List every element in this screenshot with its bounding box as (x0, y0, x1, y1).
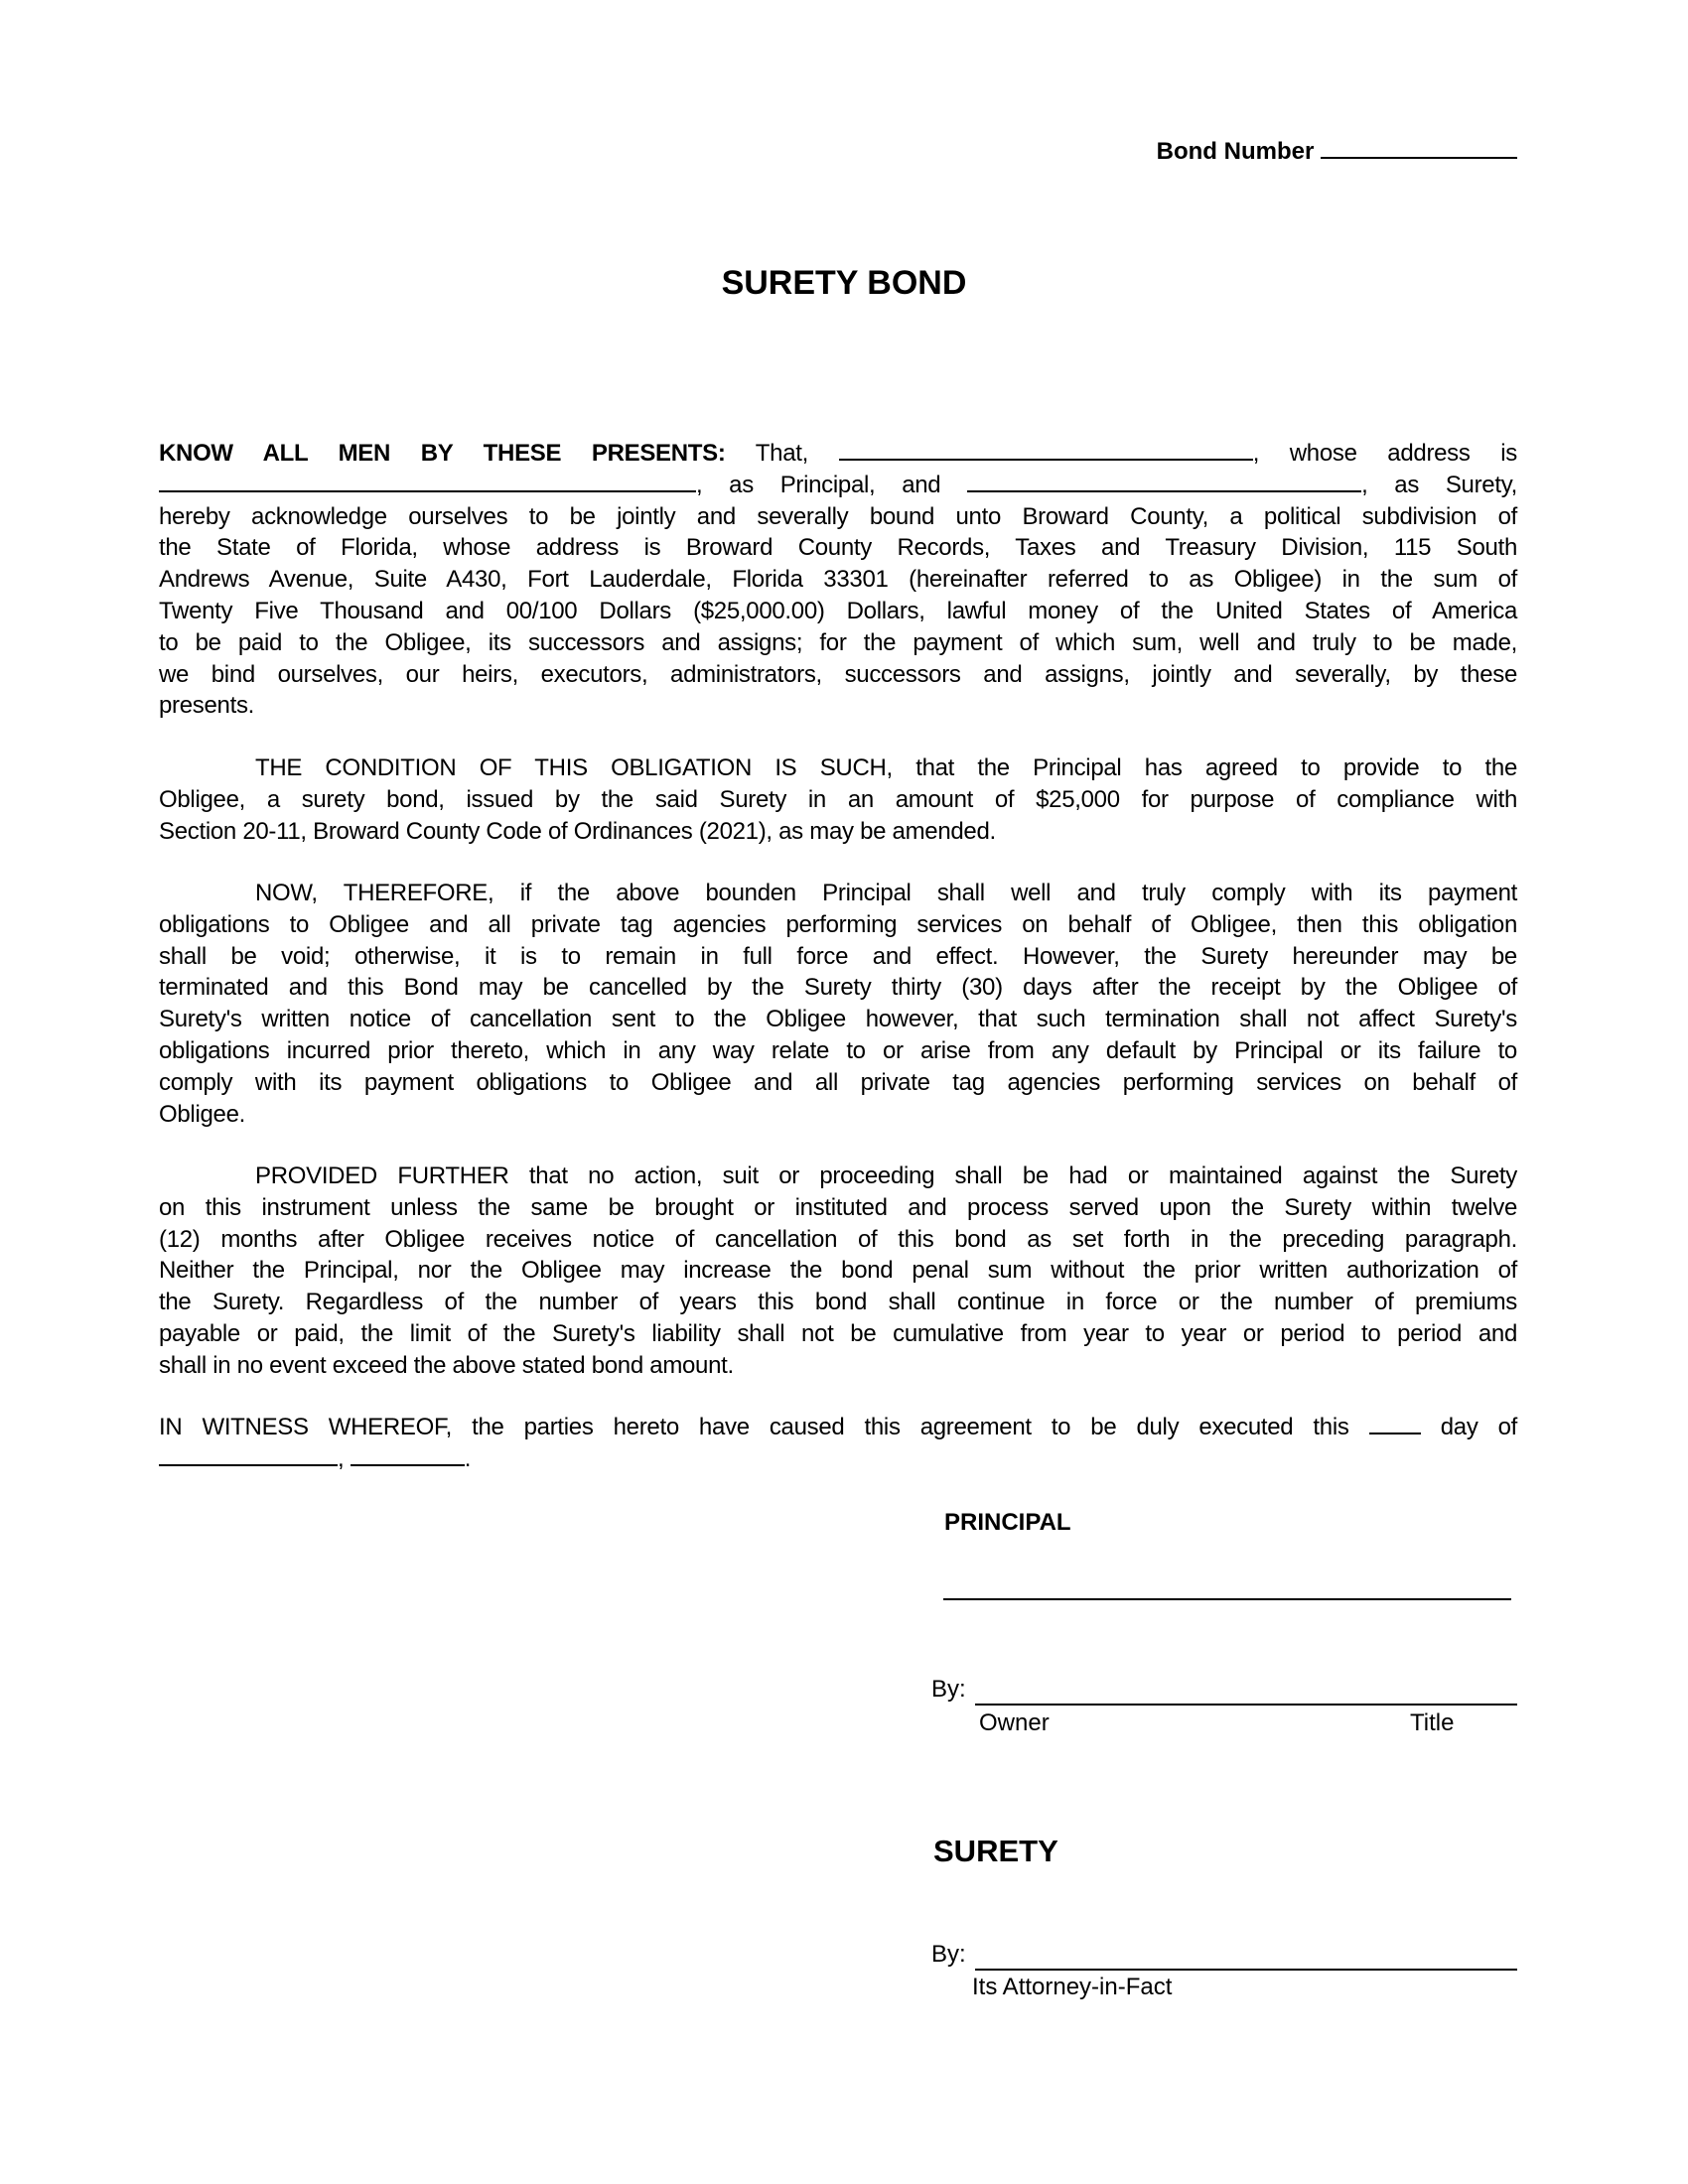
para4-line: the Surety. Regardless of the number of years this bond shall continue in force or the number of premiums (159, 1289, 1517, 1316)
para1-line: to be paid to the Obligee, its successors and assigns; for the payment of which sum, well and truly to be made, (159, 628, 1517, 656)
para1-line: the State of Florida, whose address is Broward County Records, Taxes and Treasury Division, 115 South (159, 534, 1517, 562)
para4-line: (12) months after Obligee receives notice of cancellation of this bond as set forth in the preceding paragraph. (159, 1225, 1517, 1253)
para4-line: payable or paid, the limit of the Surety's liability shall not be cumulative from year to year or period to period and (159, 1319, 1517, 1347)
para1-line-2: , as Principal, and , as Surety, (159, 470, 1517, 501)
para3-line: obligations to Obligee and all private tag agencies performing services on behalf of Obligee, then this obligation (159, 910, 1517, 938)
attorney-in-fact-label: Its Attorney-in-Fact (972, 1974, 1173, 2000)
principal-by-label: By: (931, 1676, 966, 1703)
surety-by-label: By: (931, 1941, 966, 1968)
witness-clause (159, 1412, 1517, 1475)
para1-line: hereby acknowledge ourselves to be jointly and severally bound unto Broward County, a political subdivision of (159, 502, 1517, 530)
surety-heading: SURETY (933, 1834, 1058, 1868)
principal-name-blank[interactable] (839, 439, 1253, 461)
surety-by-line[interactable] (975, 1969, 1517, 1971)
para1-line: Twenty Five Thousand and 00/100 Dollars ($25,000.00) Dollars, lawful money of the United States of America (159, 597, 1517, 624)
month-blank[interactable] (159, 1444, 338, 1466)
year-blank[interactable] (351, 1444, 465, 1466)
para3-line: NOW, THEREFORE, if the above bounden Principal shall well and truly comply with its payment (255, 880, 1517, 906)
para4-line: shall in no event exceed the above stated bond amount. (159, 1351, 734, 1379)
principal-heading: PRINCIPAL (944, 1509, 1071, 1536)
witness-line-1: IN WITNESS WHEREOF, the parties hereto have caused this agreement to be duly executed this day of (159, 1414, 1517, 1440)
para1-line: presents. (159, 692, 255, 720)
day-blank[interactable] (1369, 1413, 1421, 1434)
paragraph-4 (159, 1160, 1517, 1382)
title-label: Title (1410, 1709, 1455, 1736)
para1-line: we bind ourselves, our heirs, executors, administrators, successors and assigns, jointly and severally, by these (159, 660, 1517, 688)
surety-name-blank[interactable] (967, 471, 1361, 492)
para1-line-1: KNOW ALL MEN BY THESE PRESENTS: That, , whose address is (159, 440, 1517, 467)
owner-label: Owner (979, 1709, 1050, 1736)
para1-line: Andrews Avenue, Suite A430, Fort Lauderdale, Florida 33301 (hereinafter referred to as Obligee) in the sum of (159, 566, 1517, 594)
principal-signature-line[interactable] (943, 1598, 1511, 1600)
bond-number-label: Bond Number (1156, 138, 1315, 165)
para3-line: Surety's written notice of cancellation sent to the Obligee however, that such termination shall not affect Surety's (159, 1006, 1517, 1033)
principal-address-blank[interactable] (159, 471, 696, 492)
para3-line: shall be void; otherwise, it is to remain in full force and effect. However, the Surety hereunder may be (159, 942, 1517, 970)
para4-line: on this instrument unless the same be brought or instituted and process served upon the Surety within twelve (159, 1193, 1517, 1221)
para2-line: THE CONDITION OF THIS OBLIGATION IS SUCH, that the Principal has agreed to provide to the (255, 754, 1517, 781)
paragraph-3 (159, 878, 1517, 1130)
para3-line: terminated and this Bond may be cancelled by the Surety thirty (30) days after the receipt by the Obligee of (159, 974, 1517, 1002)
para3-line: obligations incurred prior thereto, which in any way relate to or arise from any default by Principal or its failure to (159, 1036, 1517, 1064)
bond-number-blank[interactable] (1321, 137, 1517, 159)
paragraph-1 (159, 438, 1517, 722)
document-title: SURETY BOND (721, 264, 967, 302)
para2-line: Obligee, a surety bond, issued by the said Surety in an amount of $25,000 for purpose of compliance with (159, 785, 1517, 813)
paragraph-2 (159, 752, 1517, 847)
para4-line: PROVIDED FURTHER that no action, suit or proceeding shall be had or maintained against the Surety (255, 1162, 1517, 1189)
para4-line: Neither the Principal, nor the Obligee may increase the bond penal sum without the prior written authorization of (159, 1257, 1517, 1285)
para3-line: Obligee. (159, 1100, 245, 1128)
bond-number (1157, 137, 1517, 166)
para2-line: Section 20-11, Broward County Code of Ordinances (2021), as may be amended. (159, 817, 996, 845)
witness-line-2: , . (159, 1443, 1517, 1475)
principal-by-line[interactable] (975, 1704, 1517, 1706)
para3-line: comply with its payment obligations to Obligee and all private tag agencies performing services on behalf of (159, 1068, 1517, 1096)
